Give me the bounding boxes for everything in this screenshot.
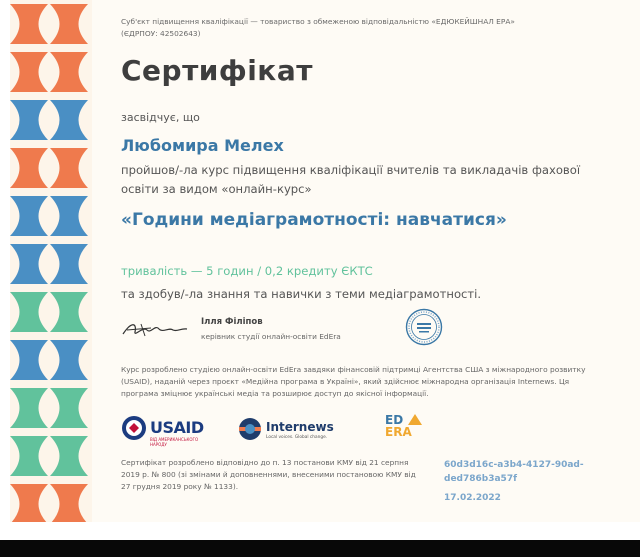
recipient-name: Любомира Мелех <box>121 136 284 155</box>
course-duration: тривалість — 5 годин / 0,2 кредиту ЄКТС <box>121 264 373 278</box>
pattern-shape <box>10 52 48 92</box>
decorative-pattern <box>10 0 92 522</box>
pattern-shape <box>50 340 88 380</box>
internews-logo-text: Internews <box>266 420 334 434</box>
signatory-role: керівник студії онлайн-освіти EdEra <box>201 332 341 341</box>
pattern-shape <box>10 484 48 522</box>
pattern-shape <box>50 52 88 92</box>
pattern-shape <box>10 4 48 44</box>
pattern-shape <box>10 244 48 284</box>
certificate-title: Сертифікат <box>121 54 313 87</box>
edera-logo-ed: ED <box>385 413 404 427</box>
pattern-shape <box>50 100 88 140</box>
edera-logo-era: ERA <box>385 425 412 439</box>
completion-text: пройшов/-ла курс підвищення кваліфікації вчителів та викладачів фахової освіти за видом «онлайн-курс» <box>121 163 581 196</box>
course-title: «Години медіаграмотності: навчатися» <box>121 210 507 230</box>
pattern-shape <box>10 388 48 428</box>
internews-globe-icon <box>238 417 262 441</box>
compliance-note: Сертифікат розроблено відповідно до п. 13 постанови КМУ від 21 серпня 2019 р. № 800 (зі змінами й доповненнями, внесеними постановою КМУ від 27 грудня 2019 року № 1133). <box>121 458 416 491</box>
usaid-logo-text: USAID <box>150 418 204 437</box>
acquired-skills-text: та здобув/-ла знання та навички з теми медіаграмотності. <box>121 287 482 301</box>
edera-flame-icon <box>407 413 423 427</box>
pattern-shape <box>50 148 88 188</box>
signatory-name: Ілля Філіпов <box>201 317 263 327</box>
issue-date: 17.02.2022 <box>444 493 501 503</box>
pattern-shape <box>50 388 88 428</box>
pattern-shape <box>50 292 88 332</box>
internews-logo-tagline: Local voices. Global change. <box>266 435 328 440</box>
certifies-text: засвідчує, що <box>121 111 200 124</box>
pattern-shape <box>10 100 48 140</box>
bottom-bar <box>0 540 640 557</box>
usaid-seal-icon <box>121 415 147 441</box>
stamp-seal-icon <box>405 308 443 346</box>
pattern-shape <box>10 148 48 188</box>
pattern-shape <box>50 436 88 476</box>
funding-note: Курс розроблено студією онлайн-освіти EdEra завдяки фінансовій підтримці Агентства США з міжнародного розвитку (USAID), наданій через проєкт «Медійна програма в Україні», який здійснює міжнародна організація Internews. Ця програма зміцнює українські медіа та розширює доступ до якісної інформації. <box>121 365 586 398</box>
edera-logo <box>385 413 427 443</box>
usaid-logo-tagline: ВІД АМЕРИКАНСЬКОГО НАРОДУ <box>150 437 199 447</box>
pattern-shape <box>50 484 88 522</box>
signature-image <box>121 318 189 340</box>
pattern-shape <box>10 292 48 332</box>
certificate-id: 60d3d16c-a3b4-4127-90ad-ded786b3a57f <box>444 460 584 484</box>
pattern-shape <box>50 244 88 284</box>
usaid-logo <box>121 414 211 447</box>
pattern-shape <box>10 196 48 236</box>
pattern-shape <box>50 4 88 44</box>
pattern-shape <box>10 340 48 380</box>
pattern-shape <box>10 436 48 476</box>
decorative-pattern-strip <box>10 0 92 522</box>
issuer-text: Суб'єкт підвищення кваліфікації — товариство з обмеженою відповідальністю «ЕДЮКЕЙШНАЛ ЕРА» (ЄДРПОУ: 42502643) <box>121 17 515 38</box>
pattern-shape <box>50 196 88 236</box>
internews-logo <box>238 417 338 445</box>
